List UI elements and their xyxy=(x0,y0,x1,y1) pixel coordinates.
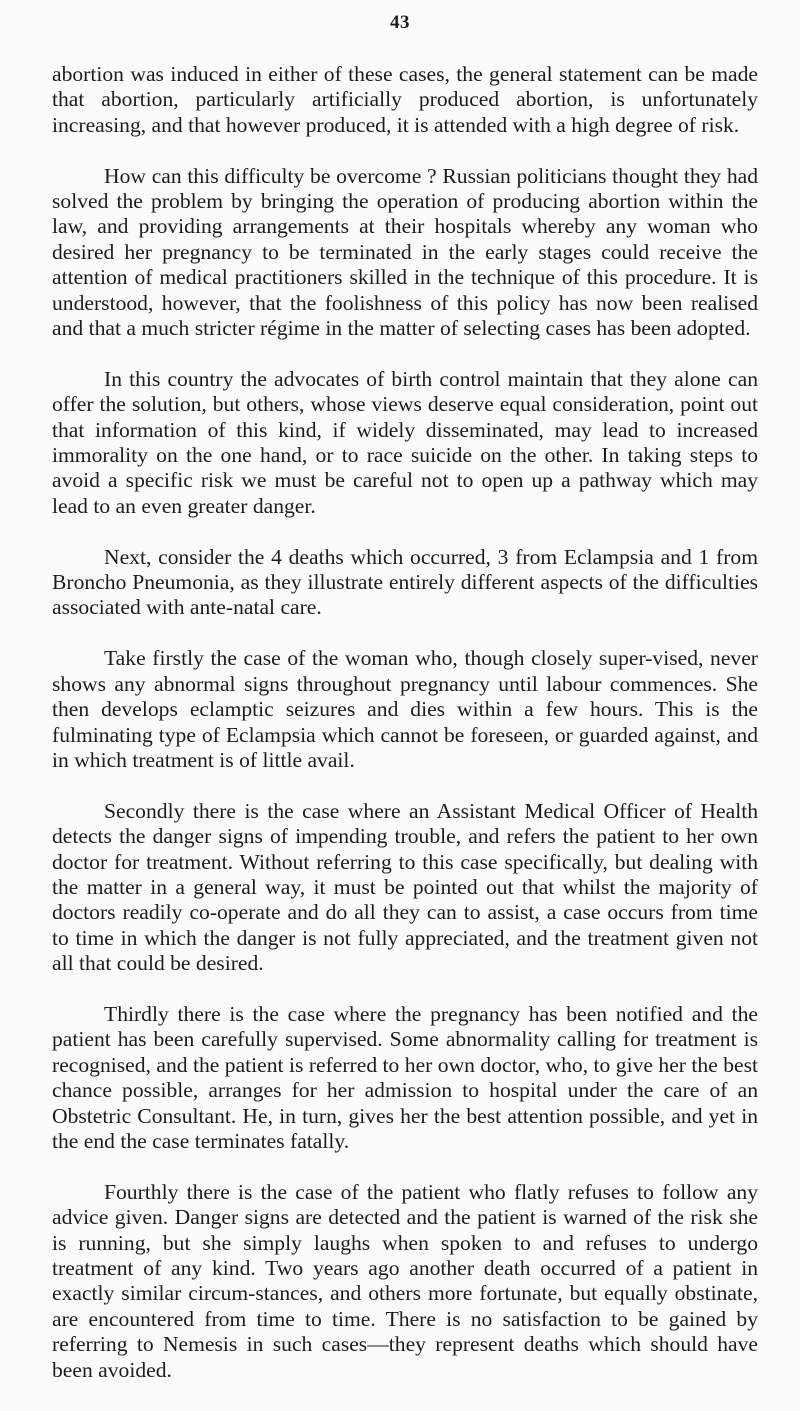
paragraph-russian-policy: How can this difficulty be overcome ? Russian politicians thought they had solved the problem by bringing the operation of producing abortion within the law, and providing arrangements at their hospitals whereby any woman who desired her pregnancy to be terminated in the early stages could receive the attention of medical practitioners skilled in the technique of this procedure. It is understood, however, that the foolishness of this policy has now been realised and that a much stricter régime in the matter of selecting cases has been adopted. xyxy=(52,163,758,341)
body-text xyxy=(52,62,758,1408)
paragraph-abortion-risk: abortion was induced in either of these cases, the general statement can be made that abortion, particularly artificially produced abortion, is unfortunately increasing, and that however produced, it is attended with a high degree of risk. xyxy=(52,62,758,137)
paragraph-four-deaths: Next, consider the 4 deaths which occurred, 3 from Eclampsia and 1 from Broncho Pneumonia, as they illustrate entirely different aspects of the difficulties associated with ante-natal care. xyxy=(52,544,758,620)
paragraph-firstly: Take firstly the case of the woman who, though closely super-vised, never shows any abnormal signs throughout pregnancy until labour commences. She then develops eclamptic seizures and dies within a few hours. This is the fulminating type of Eclampsia which cannot be foreseen, or guarded against, and in which treatment is of little avail. xyxy=(52,646,758,772)
paragraph-thirdly: Thirdly there is the case where the pregnancy has been notified and the patient has been carefully supervised. Some abnormality calling for treatment is recognised, and the patient is referred to her own doctor, who, to give her the best chance possible, arranges for her admission to hospital under the care of an Obstetric Consultant. He, in turn, gives her the best attention possible, and yet in the end the case terminates fatally. xyxy=(52,1001,758,1153)
page-number: 43 xyxy=(390,12,410,33)
paragraph-fourthly: Fourthly there is the case of the patient who flatly refuses to follow any advice given. Danger signs are detected and the patient is warned of the risk she is running, but she simply laughs when spoken to and refuses to undergo treatment of any kind. Two years ago another death occurred of a patient in exactly similar circum-stances, and others more fortunate, but equally obstinate, are encountered from time to time. There is no satisfaction to be gained by referring to Nemesis in such cases—they represent deaths which should have been avoided. xyxy=(52,1179,758,1382)
paragraph-secondly: Secondly there is the case where an Assistant Medical Officer of Health detects the danger signs of impending trouble, and refers the patient to her own doctor for treatment. Without referring to this case specifically, but dealing with the matter in a general way, it must be pointed out that whilst the majority of doctors readily co-operate and do all they can to assist, a case occurs from time to time in which the danger is not fully appreciated, and the treatment given not all that could be desired. xyxy=(52,798,758,976)
paragraph-birth-control: In this country the advocates of birth control maintain that they alone can offer the solution, but others, whose views deserve equal consideration, point out that information of this kind, if widely disseminated, may lead to increased immorality on the one hand, or to race suicide on the other. In taking steps to avoid a specific risk we must be careful not to open up a pathway which may lead to an even greater danger. xyxy=(52,366,758,518)
